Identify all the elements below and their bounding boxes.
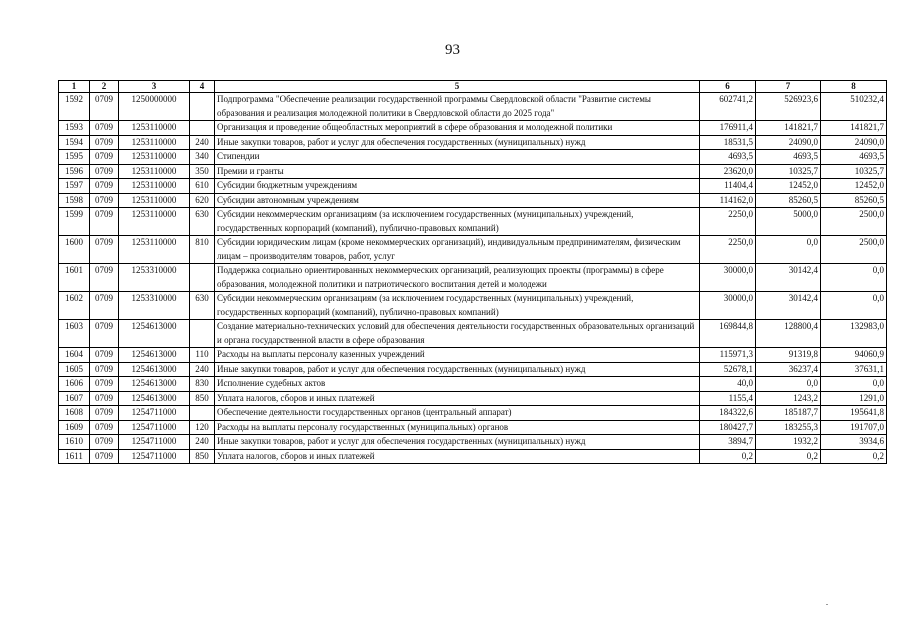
row-number: 1595 [59,150,90,165]
header-cell: 6 [700,81,756,93]
amount-col8: 24090,0 [821,135,887,150]
target-code: 1253110000 [119,179,190,194]
target-code: 1253110000 [119,164,190,179]
amount-col7: 4693,5 [756,150,821,165]
table-row [59,121,887,136]
amount-col8: 141821,7 [821,121,887,136]
section-code: 0709 [90,193,119,208]
amount-col7: 30142,4 [756,264,821,292]
target-code: 1254613000 [119,348,190,363]
amount-col7: 5000,0 [756,208,821,236]
amount-col7: 91319,8 [756,348,821,363]
table-row [59,193,887,208]
item-name: Поддержка социально ориентированных некоммерческих организаций, реализующих проекты (программы) в сфере образования, молодежной политики и патриотического воспитания детей и молодежи [215,264,700,292]
amount-col7: 128800,4 [756,320,821,348]
expense-type: 850 [190,391,215,406]
amount-col8: 0,0 [821,377,887,392]
row-number: 1611 [59,449,90,464]
target-code: 1254613000 [119,377,190,392]
amount-col6: 1155,4 [700,391,756,406]
section-code: 0709 [90,348,119,363]
table-row [59,208,887,236]
amount-col8: 0,0 [821,292,887,320]
amount-col6: 169844,8 [700,320,756,348]
target-code: 1253310000 [119,264,190,292]
target-code: 1254613000 [119,362,190,377]
target-code: 1253110000 [119,193,190,208]
header-cell: 3 [119,81,190,93]
amount-col7: 36237,4 [756,362,821,377]
table-row [59,236,887,264]
header-cell: 8 [821,81,887,93]
table-row [59,391,887,406]
target-code: 1254711000 [119,406,190,421]
target-code: 1254711000 [119,435,190,450]
section-code: 0709 [90,420,119,435]
scan-speck [826,604,828,605]
item-name: Субсидии автономным учреждениям [215,193,700,208]
expense-type: 830 [190,377,215,392]
item-name: Иные закупки товаров, работ и услуг для обеспечения государственных (муниципальных) нужд [215,362,700,377]
amount-col7: 30142,4 [756,292,821,320]
row-number: 1608 [59,406,90,421]
amount-col6: 4693,5 [700,150,756,165]
table-row [59,449,887,464]
table-row [59,435,887,450]
amount-col6: 30000,0 [700,292,756,320]
amount-col8: 2500,0 [821,208,887,236]
section-code: 0709 [90,135,119,150]
amount-col6: 40,0 [700,377,756,392]
amount-col7: 10325,7 [756,164,821,179]
amount-col7: 1243,2 [756,391,821,406]
table-row [59,362,887,377]
row-number: 1598 [59,193,90,208]
target-code: 1253110000 [119,208,190,236]
section-code: 0709 [90,391,119,406]
amount-col8: 1291,0 [821,391,887,406]
item-name: Расходы на выплаты персоналу казенных учреждений [215,348,700,363]
row-number: 1600 [59,236,90,264]
expense-type [190,320,215,348]
amount-col6: 2250,0 [700,208,756,236]
amount-col7: 141821,7 [756,121,821,136]
amount-col6: 23620,0 [700,164,756,179]
table-row [59,406,887,421]
expense-type: 350 [190,164,215,179]
target-code: 1253110000 [119,121,190,136]
amount-col6: 18531,5 [700,135,756,150]
amount-col7: 526923,6 [756,93,821,121]
section-code: 0709 [90,435,119,450]
row-number: 1596 [59,164,90,179]
expense-type: 810 [190,236,215,264]
amount-col6: 2250,0 [700,236,756,264]
amount-col7: 0,0 [756,236,821,264]
table-row [59,420,887,435]
header-cell: 4 [190,81,215,93]
item-name: Субсидии юридическим лицам (кроме некоммерческих организаций), индивидуальным предпринимателям, физическим лицам – производителям товаров, работ, услуг [215,236,700,264]
section-code: 0709 [90,377,119,392]
row-number: 1597 [59,179,90,194]
item-name: Субсидии некоммерческим организациям (за исключением государственных (муниципальных) учреждений, государственных корпораций (компаний), публично-правовых компаний) [215,208,700,236]
amount-col8: 3934,6 [821,435,887,450]
header-cell: 5 [215,81,700,93]
table-row [59,320,887,348]
amount-col6: 115971,3 [700,348,756,363]
item-name: Подпрограмма "Обеспечение реализации государственной программы Свердловской области "Развитие системы образования и реализация молодежной политики в Свердловской области до 2025 года" [215,93,700,121]
target-code: 1254711000 [119,449,190,464]
item-name: Субсидии бюджетным учреждениям [215,179,700,194]
amount-col6: 3894,7 [700,435,756,450]
amount-col6: 184322,6 [700,406,756,421]
target-code: 1250000000 [119,93,190,121]
amount-col6: 11404,4 [700,179,756,194]
expense-type [190,406,215,421]
row-number: 1610 [59,435,90,450]
row-number: 1607 [59,391,90,406]
target-code: 1253110000 [119,150,190,165]
section-code: 0709 [90,121,119,136]
header-row [59,81,887,93]
amount-col7: 85260,5 [756,193,821,208]
row-number: 1599 [59,208,90,236]
expense-type: 610 [190,179,215,194]
item-name: Уплата налогов, сборов и иных платежей [215,449,700,464]
amount-col8: 191707,0 [821,420,887,435]
item-name: Иные закупки товаров, работ и услуг для обеспечения государственных (муниципальных) нужд [215,435,700,450]
header-cell: 2 [90,81,119,93]
item-name: Субсидии некоммерческим организациям (за исключением государственных (муниципальных) учреждений, государственных корпораций (компаний), публично-правовых компаний) [215,292,700,320]
row-number: 1603 [59,320,90,348]
expense-type [190,264,215,292]
amount-col8: 4693,5 [821,150,887,165]
expense-type: 850 [190,449,215,464]
table-row [59,179,887,194]
amount-col8: 10325,7 [821,164,887,179]
row-number: 1604 [59,348,90,363]
expense-type [190,93,215,121]
target-code: 1254613000 [119,320,190,348]
item-name: Уплата налогов, сборов и иных платежей [215,391,700,406]
amount-col8: 195641,8 [821,406,887,421]
table-row [59,150,887,165]
amount-col7: 0,2 [756,449,821,464]
row-number: 1605 [59,362,90,377]
row-number: 1601 [59,264,90,292]
amount-col6: 30000,0 [700,264,756,292]
row-number: 1592 [59,93,90,121]
amount-col7: 185187,7 [756,406,821,421]
table-row [59,93,887,121]
amount-col7: 24090,0 [756,135,821,150]
header-cell: 7 [756,81,821,93]
table-row [59,264,887,292]
header-cell: 1 [59,81,90,93]
amount-col7: 12452,0 [756,179,821,194]
amount-col8: 0,2 [821,449,887,464]
section-code: 0709 [90,449,119,464]
item-name: Стипендии [215,150,700,165]
amount-col6: 114162,0 [700,193,756,208]
section-code: 0709 [90,292,119,320]
section-code: 0709 [90,362,119,377]
expense-type: 110 [190,348,215,363]
item-name: Организация и проведение общеобластных мероприятий в сфере образования и молодежной политики [215,121,700,136]
amount-col6: 176911,4 [700,121,756,136]
item-name: Премии и гранты [215,164,700,179]
section-code: 0709 [90,320,119,348]
amount-col6: 0,2 [700,449,756,464]
amount-col6: 602741,2 [700,93,756,121]
section-code: 0709 [90,406,119,421]
item-name: Создание материально-технических условий для обеспечения деятельности государственных образовательных организаций и органа государственной власти в сфере образования [215,320,700,348]
section-code: 0709 [90,264,119,292]
expense-type: 620 [190,193,215,208]
expense-type: 240 [190,135,215,150]
amount-col8: 12452,0 [821,179,887,194]
expense-type: 630 [190,292,215,320]
amount-col8: 0,0 [821,264,887,292]
table-row [59,135,887,150]
table-body [59,93,887,464]
expense-type: 120 [190,420,215,435]
amount-col7: 1932,2 [756,435,821,450]
amount-col6: 180427,7 [700,420,756,435]
section-code: 0709 [90,164,119,179]
expense-type: 240 [190,362,215,377]
section-code: 0709 [90,150,119,165]
amount-col7: 0,0 [756,377,821,392]
row-number: 1609 [59,420,90,435]
target-code: 1253310000 [119,292,190,320]
section-code: 0709 [90,208,119,236]
table-row [59,164,887,179]
table-row [59,348,887,363]
item-name: Расходы на выплаты персоналу государственных (муниципальных) органов [215,420,700,435]
page-number: 93 [445,42,460,58]
amount-col8: 510232,4 [821,93,887,121]
target-code: 1254711000 [119,420,190,435]
table-row [59,292,887,320]
target-code: 1253110000 [119,236,190,264]
amount-col8: 37631,1 [821,362,887,377]
target-code: 1253110000 [119,135,190,150]
amount-col8: 132983,0 [821,320,887,348]
row-number: 1606 [59,377,90,392]
section-code: 0709 [90,93,119,121]
expense-type: 630 [190,208,215,236]
section-code: 0709 [90,236,119,264]
expense-type [190,121,215,136]
row-number: 1602 [59,292,90,320]
amount-col8: 94060,9 [821,348,887,363]
expense-type: 340 [190,150,215,165]
item-name: Обеспечение деятельности государственных органов (центральный аппарат) [215,406,700,421]
item-name: Исполнение судебных актов [215,377,700,392]
expense-type: 240 [190,435,215,450]
amount-col8: 85260,5 [821,193,887,208]
amount-col6: 52678,1 [700,362,756,377]
table-row [59,377,887,392]
amount-col8: 2500,0 [821,236,887,264]
row-number: 1593 [59,121,90,136]
section-code: 0709 [90,179,119,194]
item-name: Иные закупки товаров, работ и услуг для обеспечения государственных (муниципальных) нужд [215,135,700,150]
amount-col7: 183255,3 [756,420,821,435]
target-code: 1254613000 [119,391,190,406]
row-number: 1594 [59,135,90,150]
budget-table [58,80,887,464]
